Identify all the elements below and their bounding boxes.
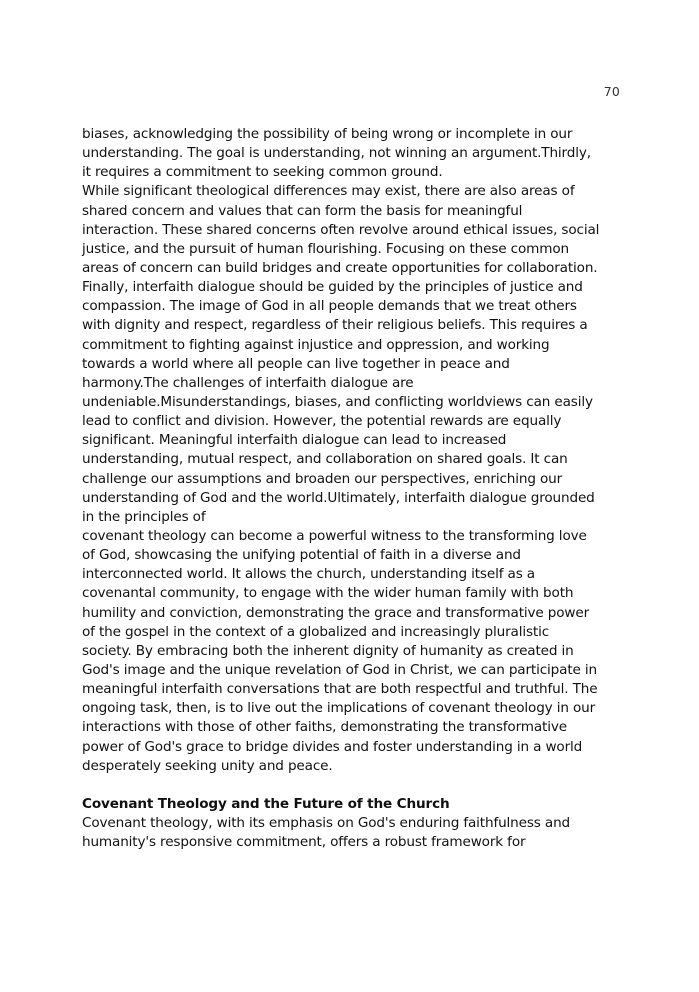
text-line: lead to conflict and division. However, the potential rewards are equally (82, 413, 562, 430)
text-line: challenge our assumptions and broaden our perspectives, enriching our (82, 470, 563, 487)
text-line: interactions with those of other faiths, demonstrating the transformative (82, 719, 567, 736)
text-line: power of God's grace to bridge divides and foster understanding in a world (82, 738, 583, 755)
paragraph-spacer (82, 776, 642, 795)
text-line: of the gospel in the context of a globalized and increasingly pluralistic (82, 623, 550, 640)
text-line: interconnected world. It allows the church, understanding itself as a (82, 566, 535, 583)
paragraph-continuation (82, 125, 642, 182)
text-line: Covenant theology, with its emphasis on God's enduring faithfulness and (82, 815, 571, 832)
text-line: compassion. The image of God in all people demands that we treat others (82, 298, 577, 315)
text-line: areas of concern can build bridges and create opportunities for collaboration. (82, 259, 598, 276)
text-line: While significant theological differences may exist, there are also areas of (82, 183, 575, 200)
text-line: commitment to fighting against injustice and oppression, and working (82, 336, 550, 353)
text-line: undeniable.Misunderstandings, biases, and conflicting worldviews can easily (82, 393, 593, 410)
text-line: covenantal community, to engage with the wider human family with both (82, 585, 574, 602)
text-line: Finally, interfaith dialogue should be guided by the principles of justice and (82, 279, 583, 296)
text-line: in the principles of (82, 508, 206, 525)
text-line: humanity's responsive commitment, offers a robust framework for (82, 834, 526, 851)
section-future-of-church (82, 795, 642, 852)
text-line: interaction. These shared concerns often revolve around ethical issues, social (82, 221, 600, 238)
text-line: biases, acknowledging the possibility of being wrong or incomplete in our (82, 126, 573, 142)
text-line: justice, and the pursuit of human flourishing. Focusing on these common (82, 240, 569, 257)
text-line: covenant theology can become a powerful witness to the transforming love (82, 527, 587, 544)
text-line: with dignity and respect, regardless of their religious beliefs. This requires a (82, 317, 588, 334)
text-line: of God, showcasing the unifying potential of faith in a diverse and (82, 547, 521, 564)
text-line: meaningful interfaith conversations that are both respectful and truthful. The (82, 681, 598, 698)
text-line: towards a world where all people can live together in peace and (82, 355, 510, 372)
body-text (82, 125, 642, 852)
text-line: humility and conviction, demonstrating the grace and transformative power (82, 604, 590, 621)
text-line: understanding. The goal is understanding, not winning an argument.Thirdly, (82, 145, 591, 162)
text-line: significant. Meaningful interfaith dialogue can lead to increased (82, 432, 507, 449)
section-heading: Covenant Theology and the Future of the Church (82, 795, 450, 812)
page-number: 70 (603, 84, 620, 99)
text-line: desperately seeking unity and peace. (82, 757, 333, 774)
text-line: it requires a commitment to seeking common ground. (82, 164, 443, 181)
text-line: ongoing task, then, is to live out the implications of covenant theology in our (82, 700, 596, 717)
text-line: God's image and the unique revelation of God in Christ, we can participate in (82, 661, 598, 678)
text-line: harmony.The challenges of interfaith dialogue are (82, 374, 414, 391)
text-line: society. By embracing both the inherent dignity of humanity as created in (82, 642, 574, 659)
paragraph-covenant-witness (82, 527, 642, 776)
paragraph-common-ground (82, 182, 642, 527)
text-line: understanding, mutual respect, and collaboration on shared goals. It can (82, 451, 568, 468)
text-line: understanding of God and the world.Ultimately, interfaith dialogue grounded (82, 489, 595, 506)
text-line: shared concern and values that can form the basis for meaningful (82, 202, 523, 219)
